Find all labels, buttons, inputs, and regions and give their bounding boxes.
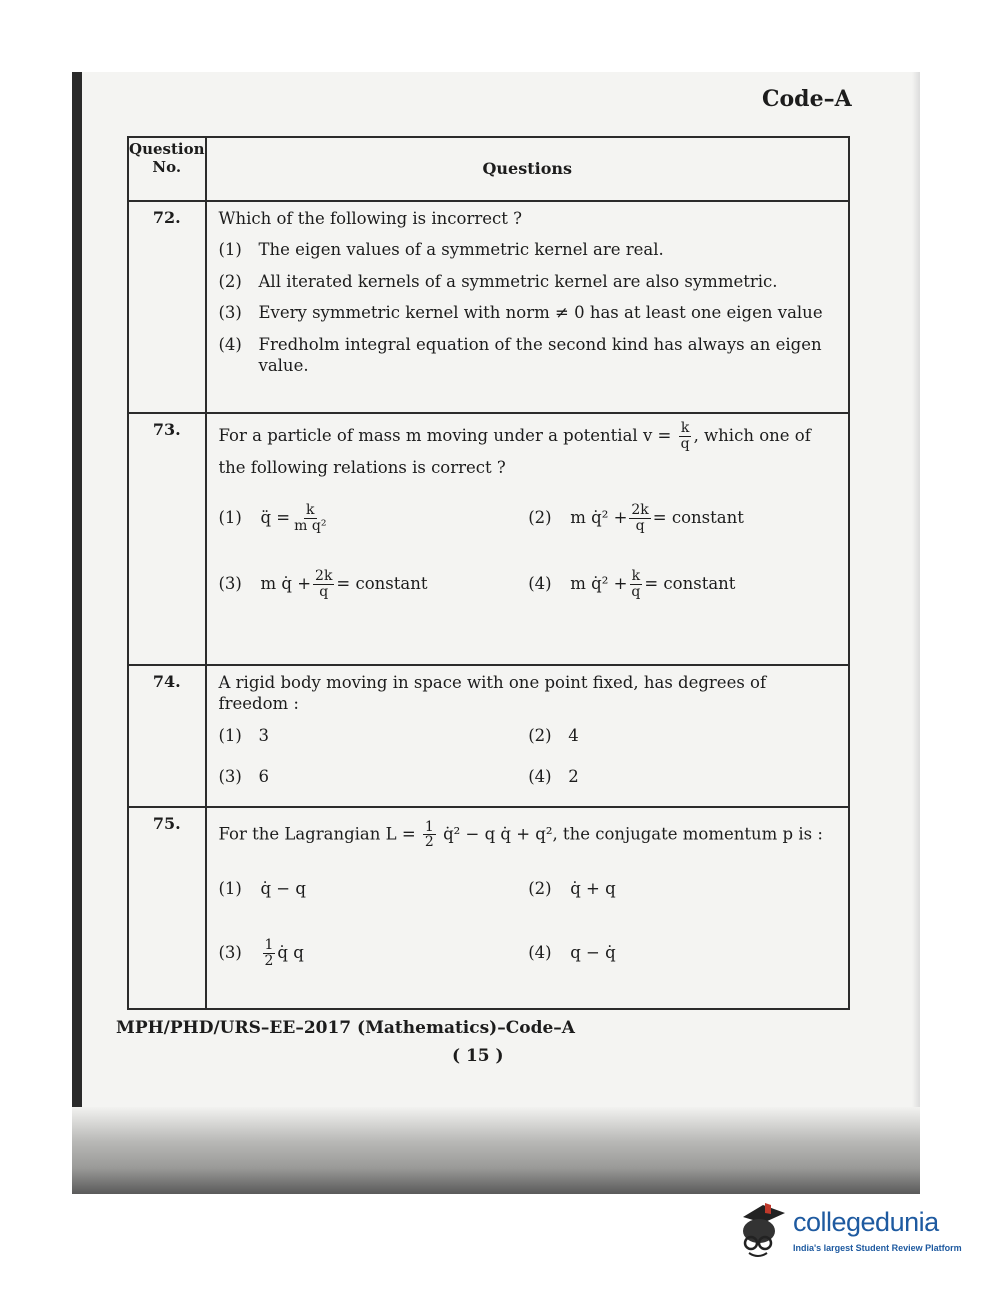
option-expr: m q̇² + <box>570 508 628 528</box>
fraction <box>292 503 328 533</box>
option-4 <box>528 559 838 609</box>
questions-header: Questions <box>206 137 850 201</box>
footer-paper-code: MPH/PHD/URS–EE–2017 (Mathematics)–Code–A <box>116 1018 575 1038</box>
table-header-row <box>128 137 849 201</box>
fraction <box>679 421 692 451</box>
question-number: 73. <box>128 413 206 665</box>
fraction <box>313 569 334 599</box>
stem-part: q̇² − q q̇ + q², the conjugate momentum p is : <box>443 824 823 844</box>
option-3 <box>219 928 529 978</box>
stem-part: For the Lagrangian L = <box>218 824 416 844</box>
question-no-header-line1: Question <box>129 140 205 158</box>
question-number: 75. <box>128 807 206 1009</box>
fraction-numerator: 2k <box>631 501 649 518</box>
option-number: (3) <box>218 943 242 963</box>
option-text: The eigen values of a symmetric kernel are real. <box>258 240 664 260</box>
question-stem: A rigid body moving in space with one point fixed, has degrees of freedom : <box>218 673 767 714</box>
fraction-numerator: 1 <box>424 818 434 835</box>
option-4 <box>528 928 838 978</box>
option-1 <box>219 725 529 746</box>
option-number: (3) <box>218 767 242 787</box>
brand-tagline: India's largest Student Review Platform <box>793 1243 962 1253</box>
option-3 <box>219 302 839 323</box>
fraction-denominator: 2 <box>264 952 274 969</box>
option-2 <box>219 271 839 292</box>
option-3 <box>219 766 529 787</box>
option-number: (1) <box>218 879 242 899</box>
scan-right-shadow <box>912 72 920 1194</box>
question-body <box>206 807 850 1009</box>
stem-part: For a particle of mass m moving under a potential v = <box>218 426 672 445</box>
option-4 <box>528 766 838 787</box>
option-text: q − q̇ <box>570 943 616 963</box>
fraction-denominator: q <box>319 583 329 600</box>
option-number: (3) <box>218 574 242 594</box>
options-grid <box>219 725 839 798</box>
fraction-numerator: 1 <box>264 936 274 953</box>
brand-name: collegedunia <box>793 1207 939 1237</box>
option-text: q̇ − q <box>260 879 306 899</box>
option-expr: = constant <box>652 508 744 528</box>
collegedunia-logo <box>735 1197 975 1267</box>
option-2 <box>528 864 838 914</box>
fraction <box>423 820 436 850</box>
option-expr: = constant <box>644 574 736 594</box>
fraction-denominator: m q² <box>294 517 327 534</box>
options-grid <box>219 493 839 609</box>
question-number: 72. <box>128 201 206 413</box>
option-number: (4) <box>218 334 242 354</box>
option-number: (1) <box>218 508 242 528</box>
fraction <box>629 569 642 599</box>
option-number: (1) <box>218 725 242 745</box>
option-expr: m q̇ + <box>260 574 312 594</box>
option-2 <box>528 725 838 746</box>
question-body <box>206 665 850 807</box>
option-number: (3) <box>218 303 242 323</box>
fraction-denominator: q <box>635 517 645 534</box>
fraction-denominator: q <box>631 583 641 600</box>
question-row-75 <box>128 807 849 1009</box>
option-text: 4 <box>568 725 579 745</box>
scan-bottom-shadow <box>72 1107 920 1194</box>
option-expr: = constant <box>336 574 428 594</box>
question-stem <box>219 820 839 850</box>
question-no-header <box>128 137 206 201</box>
questions-table <box>127 136 850 1010</box>
option-text: 3 <box>258 725 269 745</box>
question-number: 74. <box>128 665 206 807</box>
option-text: Every symmetric kernel with norm ≠ 0 has at least one eigen value <box>258 303 823 323</box>
option-2 <box>528 493 838 543</box>
question-row-73 <box>128 413 849 665</box>
fraction <box>263 938 276 968</box>
fraction-numerator: k <box>631 567 641 584</box>
fraction-denominator: q <box>680 436 690 452</box>
option-text: All iterated kernels of a symmetric kernel are also symmetric. <box>258 271 778 291</box>
fraction-numerator: 2k <box>315 567 333 584</box>
option-1 <box>219 864 529 914</box>
option-expr: q̈ = <box>260 508 291 528</box>
paper-code-header: Code–A <box>762 86 852 112</box>
option-number: (1) <box>218 240 242 260</box>
fraction <box>629 503 650 533</box>
option-number: (2) <box>218 271 242 291</box>
question-stem <box>219 420 839 483</box>
fraction-numerator: k <box>306 501 315 518</box>
option-text: q̇ + q <box>570 879 616 899</box>
scanned-page <box>72 72 920 1194</box>
question-row-74 <box>128 665 849 807</box>
option-number: (4) <box>528 767 552 787</box>
question-body <box>206 413 850 665</box>
question-no-header-line2: No. <box>152 158 182 176</box>
options-grid <box>219 864 839 978</box>
option-number: (2) <box>528 508 552 528</box>
question-row-72 <box>128 201 849 413</box>
option-1 <box>219 239 839 260</box>
option-text: q̇ q <box>277 943 304 963</box>
option-number: (4) <box>528 574 552 594</box>
option-text: 6 <box>258 767 269 787</box>
option-1 <box>219 493 529 543</box>
stem-part: , which one of the following relations is correct ? <box>218 426 811 477</box>
page-number: ( 15 ) <box>452 1046 504 1066</box>
option-number: (4) <box>528 943 552 963</box>
option-3 <box>219 559 529 609</box>
fraction-denominator: 2 <box>424 834 434 851</box>
mascot-icon <box>735 1199 791 1259</box>
option-number: (2) <box>528 879 552 899</box>
scan-left-edge <box>72 72 82 1194</box>
option-4 <box>219 334 839 377</box>
option-text: Fredholm integral equation of the second kind has always an eigen value. <box>258 334 822 376</box>
option-expr: m q̇² + <box>570 574 628 594</box>
option-number: (2) <box>528 725 552 745</box>
question-body <box>206 201 850 413</box>
fraction-numerator: k <box>680 420 690 437</box>
option-text: 2 <box>568 767 579 787</box>
question-stem: Which of the following is incorrect ? <box>218 209 522 228</box>
